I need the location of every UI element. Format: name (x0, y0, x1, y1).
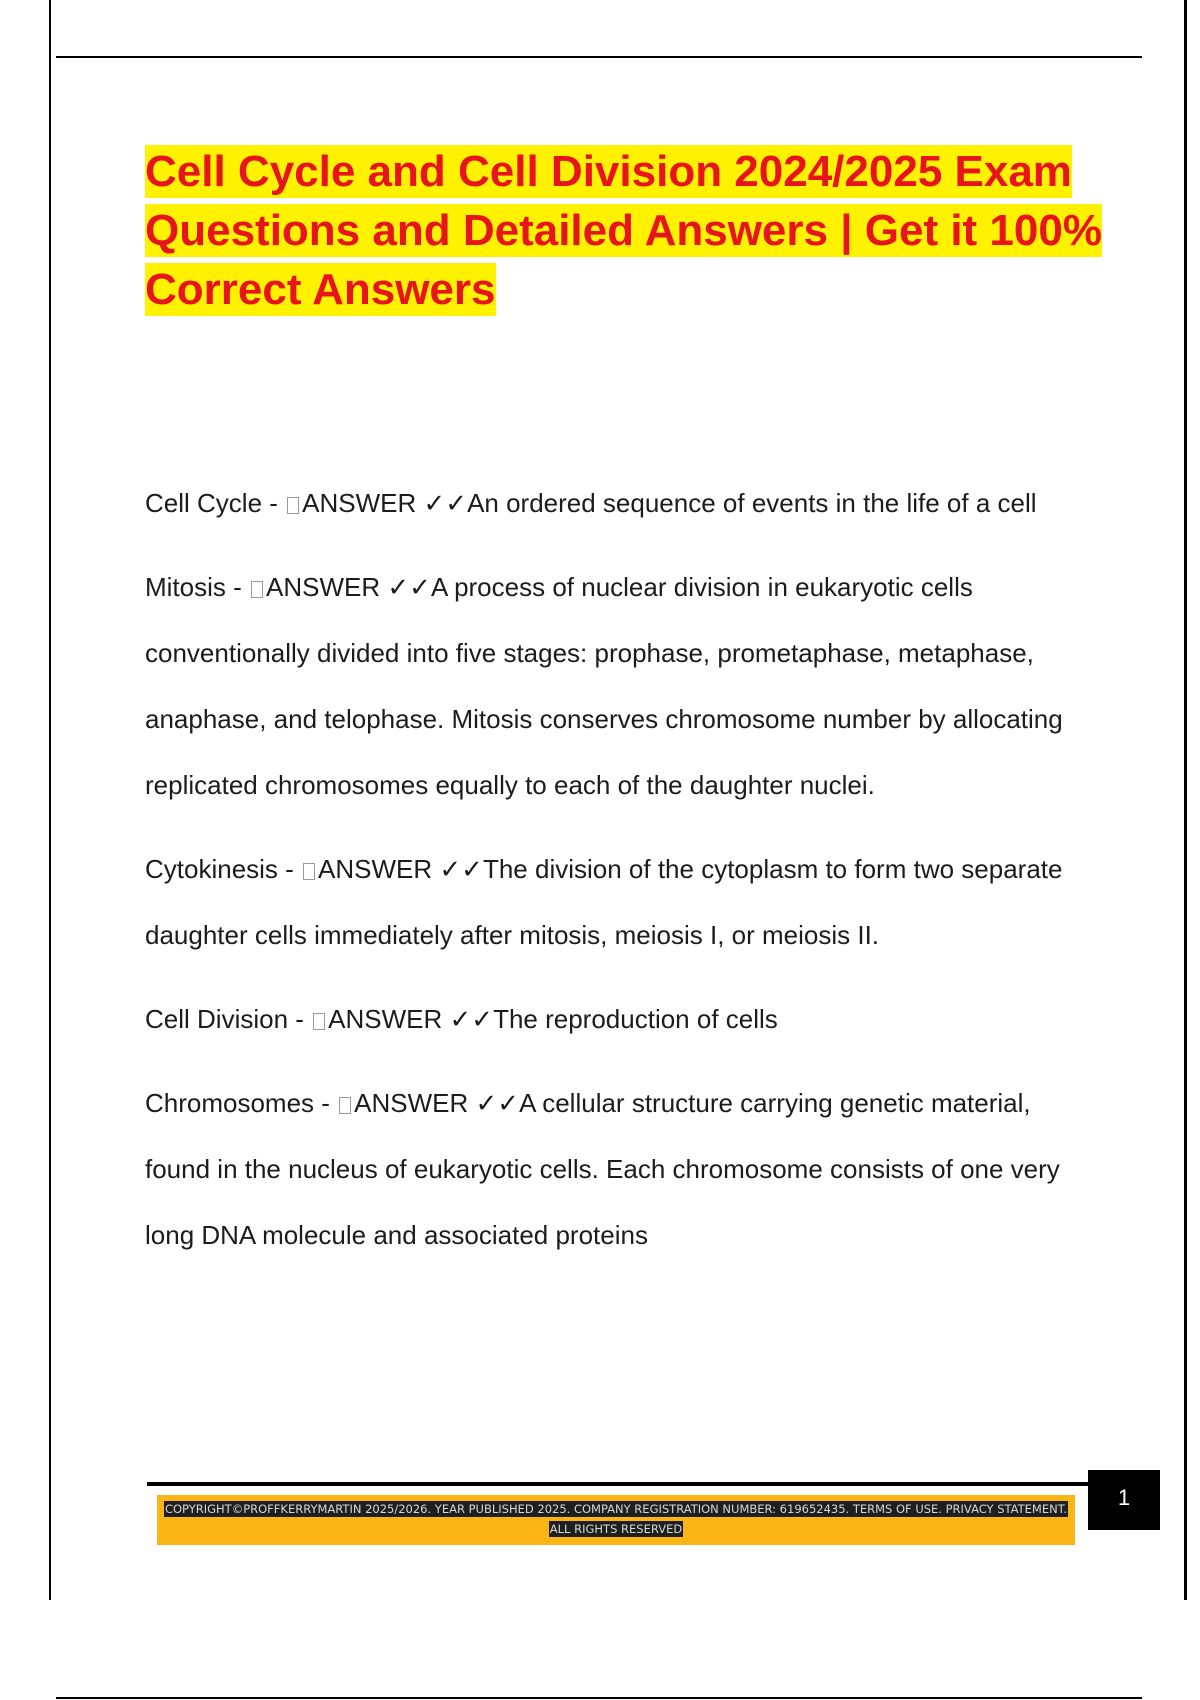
qa-term: Chromosomes (145, 1088, 315, 1118)
missing-glyph-icon (287, 497, 299, 514)
answer-marker: ANSWER ✓✓ (266, 572, 431, 602)
answer-marker: ANSWER ✓✓ (328, 1004, 494, 1034)
qa-entry-chromosomes: Chromosomes - ANSWER ✓✓A cellular structure carrying genetic material, found in the nucleus of eukaryotic cells. Each chromosome consists of one very long DNA molecule and associated proteins (145, 1088, 1060, 1250)
qa-term: Cell Division (145, 1004, 289, 1034)
missing-glyph-icon (303, 863, 315, 880)
page-number: 1 (1088, 1470, 1160, 1530)
page-border-right (1184, 0, 1187, 1600)
document-title (145, 142, 1105, 319)
qa-answer: The division of the cytoplasm to form two separate daughter cells immediately after mitosis, meiosis I, or meiosis II. (145, 854, 1063, 950)
qa-answer: A process of nuclear division in eukaryotic cells conventionally divided into five stages: prophase, prometaphase, metaphase, anaphase, and telophase. Mitosis conserves chromosome number by allocating replicated chromosomes equally to each of the daughter nuclei. (145, 572, 1063, 800)
qa-answer: The reproduction of cells (493, 1004, 778, 1034)
qa-term: Cell Cycle (145, 488, 263, 518)
answer-marker: ANSWER ✓✓ (354, 1088, 520, 1118)
next-page-rule (56, 1697, 1142, 1699)
missing-glyph-icon (339, 1097, 351, 1114)
missing-glyph-icon (251, 581, 263, 598)
qa-entry-cell-division: Cell Division - ANSWER ✓✓The reproduction of cells (145, 1004, 778, 1034)
qa-entry-cytokinesis: Cytokinesis - ANSWER ✓✓The division of the cytoplasm to form two separate daughter cells immediately after mitosis, meiosis I, or meiosis II. (145, 854, 1063, 950)
footer-rule (147, 1482, 1089, 1486)
qa-answer: An ordered sequence of events in the life of a cell (467, 488, 1037, 518)
qa-term: Cytokinesis (145, 854, 278, 884)
document-title-text: Cell Cycle and Cell Division 2024/2025 Exam Questions and Detailed Answers | Get it 100% Correct Answers (145, 147, 1102, 314)
page-border-left (49, 0, 51, 1600)
answer-marker: ANSWER ✓✓ (302, 488, 468, 518)
qa-answer: A cellular structure carrying genetic material, found in the nucleus of eukaryotic cells. Each chromosome consists of one very long DNA molecule and associated proteins (145, 1088, 1060, 1250)
missing-glyph-icon (313, 1013, 325, 1030)
qa-entry-cell-cycle: Cell Cycle - ANSWER ✓✓An ordered sequence of events in the life of a cell (145, 488, 1037, 518)
qa-term: Mitosis (145, 572, 226, 602)
qa-entry-mitosis: Mitosis - ANSWER ✓✓A process of nuclear division in eukaryotic cells conventionally divided into five stages: prophase, prometaphase, metaphase, anaphase, and telophase. Mitosis conserves chromosome number by allocating replicated chromosomes equally to each of the daughter nuclei. (145, 572, 1063, 800)
copyright-footer (157, 1495, 1075, 1545)
header-rule (56, 56, 1142, 58)
answer-marker: ANSWER ✓✓ (318, 854, 483, 884)
copyright-text: COPYRIGHT©PROFFKERRYMARTIN 2025/2026. YEAR PUBLISHED 2025. COMPANY REGISTRATION NUMBER: 619652435. TERMS OF USE. PRIVACY STATEMENT. ALL RIGHTS RESERVED (164, 1502, 1068, 1536)
qa-list (145, 470, 1085, 1286)
